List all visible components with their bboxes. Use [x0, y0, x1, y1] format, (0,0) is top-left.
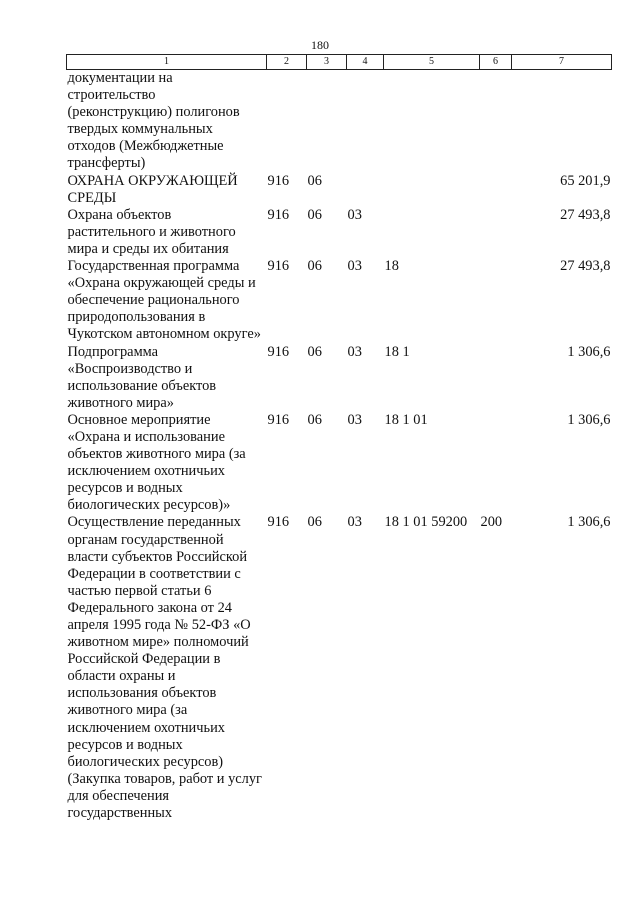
row-admin-code: 916 — [267, 206, 290, 223]
table-row — [67, 514, 612, 822]
row-expense-type-code — [480, 70, 512, 173]
row-expense-type-code — [480, 412, 512, 515]
row-name: Государственная программа «Охрана окружающей среды и обеспечение рационального природопользования в Чукотском автономном округе» — [67, 258, 261, 343]
row-amount — [512, 70, 612, 173]
row-amount: 27 493,8 — [560, 258, 611, 275]
row-admin-code: 916 — [267, 514, 290, 531]
row-subsection-code: 03 — [347, 411, 362, 428]
row-admin-code: 916 — [267, 411, 290, 428]
row-section-code: 06 — [307, 172, 322, 189]
row-name: Охрана объектов растительного и животного мира и среды их обитания — [67, 206, 236, 257]
row-subsection-code: 03 — [347, 514, 362, 531]
column-header-1: 1 — [67, 55, 267, 70]
row-admin-code: 916 — [267, 258, 290, 275]
row-expense-type-code — [480, 258, 512, 343]
row-section-code: 06 — [307, 343, 322, 360]
row-section-code: 06 — [307, 258, 322, 275]
budget-table — [66, 54, 612, 822]
row-section-code: 06 — [307, 411, 322, 428]
row-admin-code — [267, 70, 307, 173]
row-target-code: 18 1 01 — [384, 411, 428, 428]
row-name: Подпрограмма «Воспроизводство и использование объектов животного мира» — [67, 343, 217, 411]
column-header-3: 3 — [307, 55, 347, 70]
row-target-code — [384, 173, 480, 207]
row-target-code: 18 1 — [384, 343, 410, 360]
table-row — [67, 70, 612, 173]
page-number: 180 — [311, 38, 329, 52]
row-amount: 27 493,8 — [560, 206, 611, 223]
row-admin-code: 916 — [267, 172, 290, 189]
row-amount: 1 306,6 — [567, 411, 611, 428]
column-header-7: 7 — [512, 55, 612, 70]
row-subsection-code — [347, 173, 384, 207]
row-name: документации на строительство (реконструкцию) полигонов твердых коммунальных отходов (Межбюджетные трансферты) — [67, 70, 240, 172]
row-target-code — [384, 207, 480, 258]
row-section-code: 06 — [307, 514, 322, 531]
row-expense-type-code — [480, 173, 512, 207]
column-header-4: 4 — [347, 55, 384, 70]
table-row — [67, 412, 612, 515]
row-subsection-code — [347, 70, 384, 173]
row-section-code: 06 — [307, 206, 322, 223]
table-row — [67, 344, 612, 412]
row-amount: 1 306,6 — [567, 514, 611, 531]
row-expense-type-code — [480, 207, 512, 258]
column-header-5: 5 — [384, 55, 480, 70]
column-header-2: 2 — [267, 55, 307, 70]
row-target-code — [384, 70, 480, 173]
table-row — [67, 258, 612, 343]
row-subsection-code: 03 — [347, 258, 362, 275]
row-name: Основное мероприятие «Охрана и использование объектов животного мира (за исключением охотничьих ресурсов и водных биологических ресурсов)» — [67, 411, 246, 514]
row-amount: 65 201,9 — [560, 172, 611, 189]
row-target-code: 18 — [384, 258, 399, 275]
column-header-6: 6 — [480, 55, 512, 70]
table-body — [67, 70, 612, 823]
row-expense-type-code — [480, 344, 512, 412]
header-row — [67, 55, 612, 70]
table-row — [67, 173, 612, 207]
row-target-code: 18 1 01 59200 — [384, 514, 468, 531]
row-name: Осуществление переданных органам государственной власти субъектов Российской Федерации в соответствии с частью первой статьи 6 Федерального закона от 24 апреля 1995 года № 52-ФЗ «О животном мире» полномочий Российской Федерации в области охраны и использования объектов животного мира (за исключением охотничьих ресурсов и водных биологических ресурсов) (Закупка товаров, работ и услуг для обеспечения государственных — [67, 514, 262, 822]
row-amount: 1 306,6 — [567, 343, 611, 360]
table-row — [67, 207, 612, 258]
row-expense-type-code: 200 — [480, 514, 503, 531]
row-subsection-code: 03 — [347, 206, 362, 223]
row-admin-code: 916 — [267, 343, 290, 360]
row-name: ОХРАНА ОКРУЖАЮЩЕЙ СРЕДЫ — [67, 172, 238, 206]
row-section-code — [307, 70, 347, 173]
row-subsection-code: 03 — [347, 343, 362, 360]
table-header — [67, 55, 612, 70]
